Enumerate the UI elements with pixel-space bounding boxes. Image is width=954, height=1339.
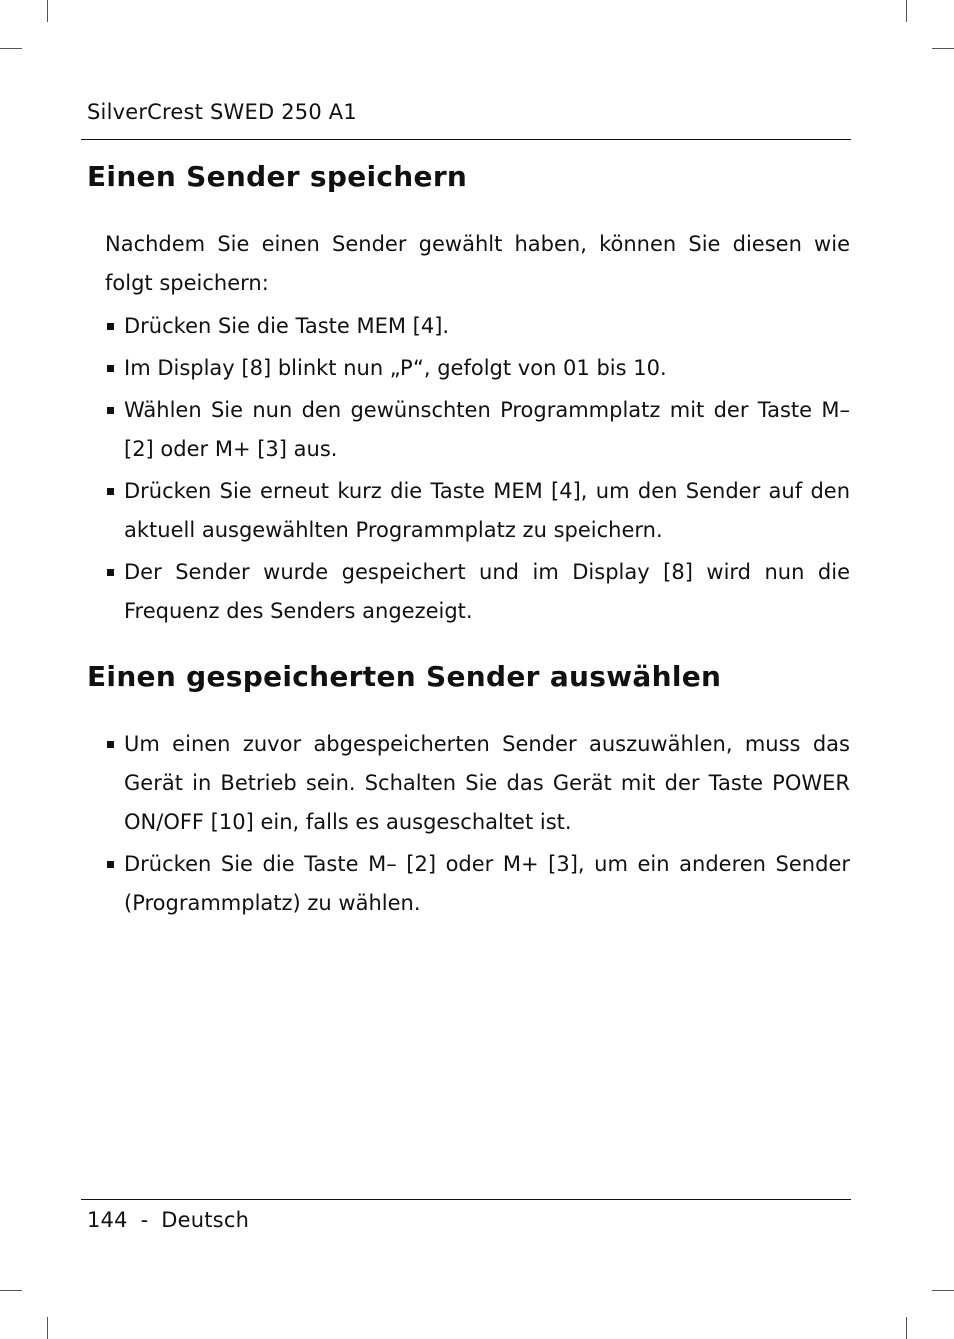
list-item: [105, 553, 850, 631]
save-steps-list: [105, 307, 850, 634]
list-item: [105, 349, 850, 388]
bullet-icon: [107, 741, 114, 748]
list-item-text: Im Display [8] blinkt nun „P“, gefolgt von 01 bis 10.: [124, 356, 667, 380]
bullet-icon: [107, 488, 114, 495]
list-item: [105, 391, 850, 469]
running-header: SilverCrest SWED 250 A1: [87, 100, 357, 124]
crop-mark: [47, 1317, 48, 1339]
list-item-text: Der Sender wurde gespeichert und im Display [8] wird nun die Frequenz des Senders angezeigt.: [124, 560, 850, 623]
list-item: [105, 845, 850, 923]
crop-mark: [932, 48, 954, 49]
bullet-icon: [107, 861, 114, 868]
list-item: [105, 725, 850, 842]
crop-mark: [906, 0, 907, 22]
page-number: 144: [87, 1208, 128, 1232]
crop-mark: [47, 0, 48, 22]
header-rule: [81, 139, 851, 140]
list-item: [105, 307, 850, 346]
list-item-text: Um einen zuvor abgespeicherten Sender auszuwählen, muss das Gerät in Betrieb sein. Schalten Sie das Gerät mit der Taste POWER ON/OFF [10] ein, falls es ausgeschaltet ist.: [124, 732, 850, 834]
crop-mark: [932, 1290, 954, 1291]
bullet-icon: [107, 365, 114, 372]
list-item-text: Drücken Sie die Taste M– [2] oder M+ [3], um ein anderen Sender (Programmplatz) zu wählen.: [124, 852, 850, 915]
bullet-icon: [107, 323, 114, 330]
footer-language: Deutsch: [161, 1208, 250, 1232]
crop-mark: [906, 1317, 907, 1339]
section-title-save-station: Einen Sender speichern: [87, 160, 468, 193]
list-item: [105, 472, 850, 550]
bullet-icon: [107, 407, 114, 414]
footer-rule: [81, 1199, 851, 1200]
crop-mark: [0, 1290, 22, 1291]
page-footer: [87, 1208, 249, 1232]
select-steps-list: [105, 725, 850, 926]
crop-mark: [0, 48, 22, 49]
list-item-text: Wählen Sie nun den gewünschten Programmplatz mit der Taste M– [2] oder M+ [3] aus.: [124, 398, 850, 461]
list-item-text: Drücken Sie die Taste MEM [4].: [124, 314, 450, 338]
intro-paragraph: Nachdem Sie einen Sender gewählt haben, können Sie diesen wie folgt speichern:: [105, 232, 850, 295]
list-item-text: Drücken Sie erneut kurz die Taste MEM [4], um den Sender auf den aktuell ausgewählten Programmplatz zu speichern.: [124, 479, 850, 542]
bullet-icon: [107, 569, 114, 576]
footer-separator: -: [140, 1208, 149, 1232]
section-title-select-station: Einen gespeicherten Sender auswählen: [87, 660, 722, 693]
